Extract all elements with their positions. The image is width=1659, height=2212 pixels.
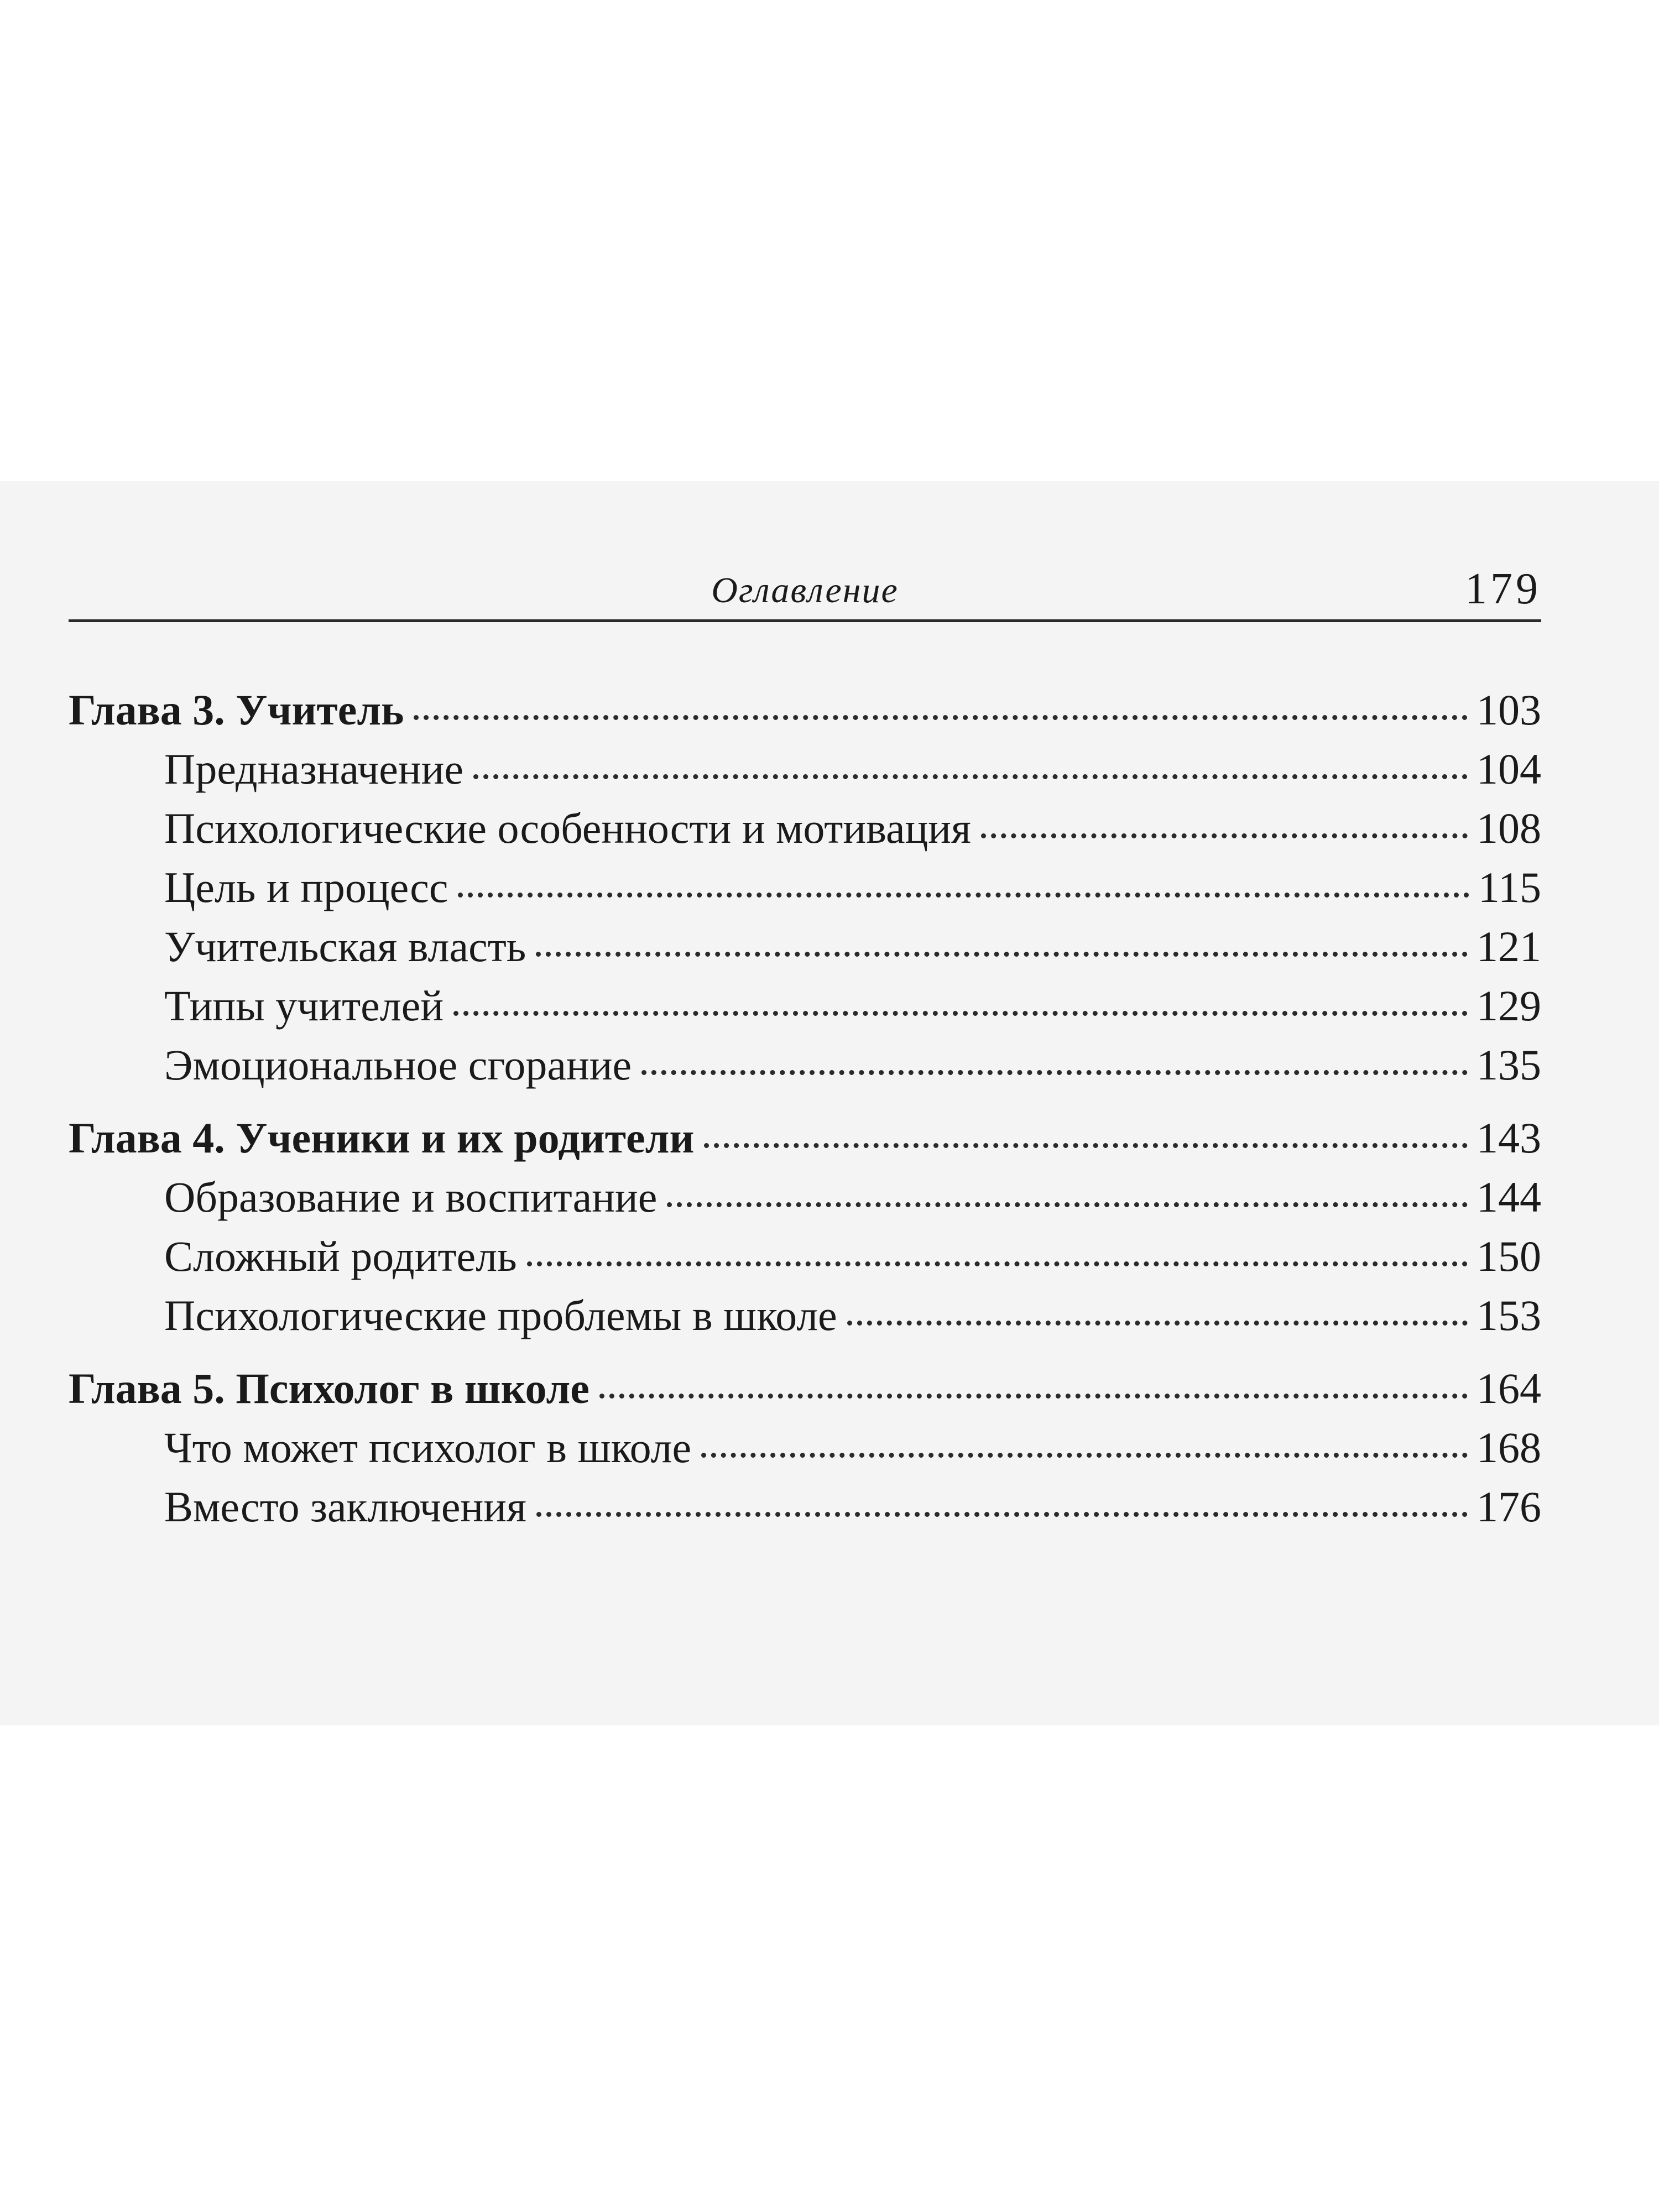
toc-entry-label: Вместо заключения bbox=[164, 1483, 526, 1531]
toc-leader-dots bbox=[847, 1320, 1468, 1326]
toc-leader-dots bbox=[527, 1261, 1468, 1266]
toc-entry-label: Типы учителей bbox=[164, 982, 444, 1030]
toc-entry-label: Сложный родитель bbox=[164, 1232, 517, 1280]
toc-section-teacher-types[interactable] bbox=[69, 976, 1541, 1035]
toc-entry-page: 150 bbox=[1477, 1232, 1541, 1280]
toc-section-psychology-motivation[interactable] bbox=[69, 799, 1541, 858]
toc-leader-dots bbox=[536, 951, 1468, 957]
toc-leader-dots bbox=[536, 1511, 1468, 1517]
toc-entry-label: Предназначение bbox=[164, 745, 463, 793]
toc-entry-page: 164 bbox=[1477, 1364, 1541, 1412]
toc-entry-page: 176 bbox=[1477, 1483, 1541, 1531]
toc-section-difficult-parent[interactable] bbox=[69, 1227, 1541, 1286]
toc-section-teacher-authority[interactable] bbox=[69, 917, 1541, 976]
toc-section-goal-process[interactable] bbox=[69, 858, 1541, 917]
toc-leader-dots bbox=[667, 1202, 1468, 1207]
toc-leader-dots bbox=[414, 714, 1468, 720]
header-page-number: 179 bbox=[1465, 565, 1541, 613]
toc-chapter-4[interactable] bbox=[69, 1108, 1541, 1167]
toc-leader-dots bbox=[704, 1142, 1468, 1148]
toc-entry-page: 143 bbox=[1477, 1114, 1541, 1162]
toc-entry-page: 135 bbox=[1477, 1041, 1541, 1089]
toc-entry-label: Психологические особенности и мотивация bbox=[164, 804, 971, 852]
toc-entry-label: Образование и воспитание bbox=[164, 1173, 658, 1221]
toc-entry-label: Глава 4. Ученики и их родители bbox=[69, 1114, 695, 1162]
table-of-contents bbox=[69, 680, 1541, 1536]
toc-section-psychologist-can[interactable] bbox=[69, 1418, 1541, 1477]
toc-entry-page: 168 bbox=[1477, 1423, 1541, 1472]
toc-section-school-problems[interactable] bbox=[69, 1286, 1541, 1345]
toc-chapter-5[interactable] bbox=[69, 1359, 1541, 1418]
toc-entry-page: 129 bbox=[1477, 982, 1541, 1030]
toc-entry-page: 121 bbox=[1477, 922, 1541, 971]
toc-section-afterword[interactable] bbox=[69, 1477, 1541, 1536]
toc-section-burnout[interactable] bbox=[69, 1035, 1541, 1094]
toc-entry-label: Цель и процесс bbox=[164, 863, 448, 911]
toc-leader-dots bbox=[599, 1393, 1468, 1399]
toc-leader-dots bbox=[453, 1010, 1468, 1016]
toc-leader-dots bbox=[701, 1452, 1468, 1458]
toc-leader-dots bbox=[981, 833, 1468, 838]
toc-entry-label: Что может психолог в школе bbox=[164, 1423, 692, 1472]
toc-entry-label: Эмоциональное сгорание bbox=[164, 1041, 632, 1089]
toc-leader-dots bbox=[641, 1070, 1468, 1075]
toc-leader-dots bbox=[473, 774, 1468, 779]
toc-chapter-3[interactable] bbox=[69, 680, 1541, 739]
toc-leader-dots bbox=[458, 892, 1469, 898]
toc-entry-label: Глава 5. Психолог в школе bbox=[69, 1364, 589, 1412]
toc-entry-label: Психологические проблемы в школе bbox=[164, 1291, 837, 1339]
toc-entry-page: 144 bbox=[1477, 1173, 1541, 1221]
toc-section-education-upbringing[interactable] bbox=[69, 1167, 1541, 1227]
toc-entry-page: 104 bbox=[1477, 745, 1541, 793]
toc-entry-page: 108 bbox=[1477, 804, 1541, 852]
toc-section-purpose[interactable] bbox=[69, 739, 1541, 799]
toc-entry-label: Глава 3. Учитель bbox=[69, 686, 404, 734]
toc-entry-page: 115 bbox=[1478, 863, 1541, 911]
running-header bbox=[69, 559, 1541, 622]
toc-entry-page: 103 bbox=[1477, 686, 1541, 734]
header-title: Оглавление bbox=[711, 570, 899, 611]
toc-entry-page: 153 bbox=[1477, 1291, 1541, 1339]
toc-entry-label: Учительская власть bbox=[164, 922, 526, 971]
